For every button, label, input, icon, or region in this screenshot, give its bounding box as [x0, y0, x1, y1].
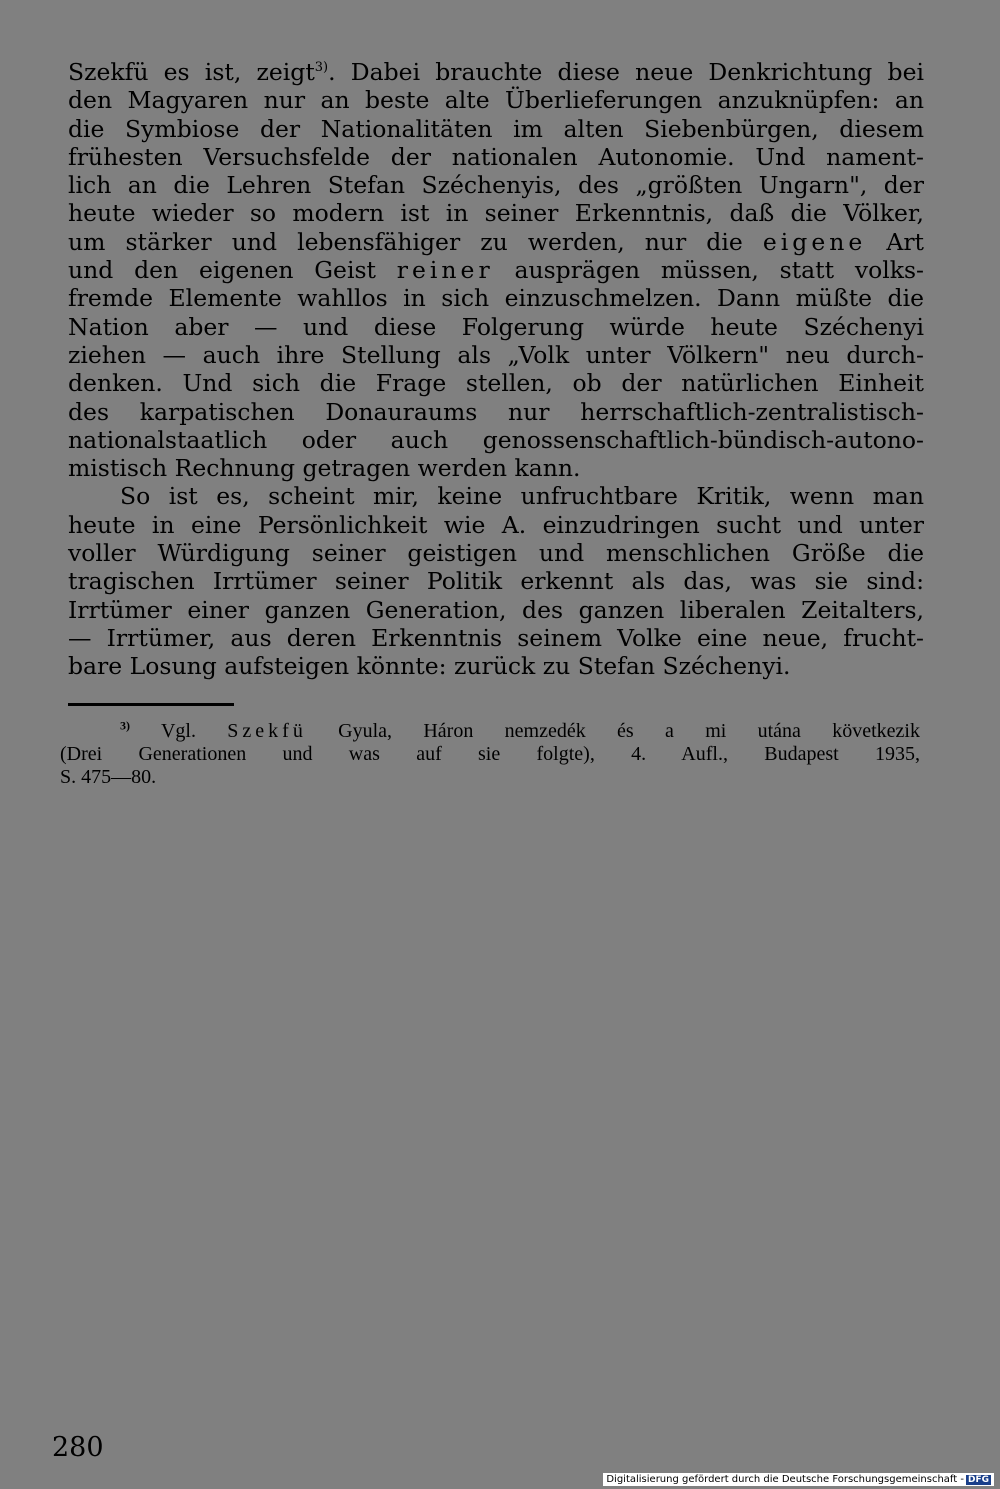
text-line: denken. Und sich die Frage stellen, ob der natürlichen Einheit	[68, 369, 924, 398]
text-line: So ist es, scheint mir, keine unfruchtbare Kritik, wenn man	[120, 482, 924, 511]
digitization-credit	[603, 1473, 994, 1486]
text-line: den Magyaren nur an beste alte Überlieferungen anzuknüpfen: an	[68, 86, 924, 115]
text-line: und den eigenen Geist reiner ausprägen müssen, statt volks-	[68, 256, 924, 285]
text-line: heute wieder so modern ist in seiner Erkenntnis, daß die Völker,	[68, 199, 924, 228]
footnote-divider	[68, 703, 234, 706]
text-line: voller Würdigung seiner geistigen und menschlichen Größe die	[68, 539, 924, 568]
spaced-emphasis: Szekfü	[227, 720, 307, 742]
footnote-marker: 3)	[120, 718, 130, 733]
main-text	[68, 58, 924, 681]
text-line: Irrtümer einer ganzen Generation, des ganzen liberalen Zeitalters,	[68, 595, 924, 624]
footnote-line: S. 475—80.	[60, 766, 157, 788]
spaced-emphasis: reiner	[396, 256, 494, 285]
dfg-logo-icon: DFG	[967, 1475, 989, 1485]
footnote	[60, 720, 920, 789]
text-line: frühesten Versuchsfelde der nationalen Autonomie. Und nament-	[68, 142, 924, 171]
text-line: — Irrtümer, aus deren Erkenntnis seinem Volke eine neue, frucht-	[68, 623, 924, 652]
text-line: heute in eine Persönlichkeit wie A. einzudringen sucht und unter	[68, 510, 924, 539]
credit-text: Digitalisierung gefördert durch die Deutsche Forschungsgemeinschaft -	[606, 1474, 964, 1485]
text-line: Nation aber — und diese Folgerung würde heute Széchenyi	[68, 312, 924, 341]
text-line: fremde Elemente wahllos in sich einzuschmelzen. Dann müßte die	[68, 284, 924, 313]
text-line: bare Losung aufsteigen könnte: zurück zu Stefan Széchenyi.	[68, 652, 791, 681]
page-number: 280	[52, 1432, 104, 1463]
spaced-emphasis: eigene	[762, 227, 867, 256]
text-line: die Symbiose der Nationalitäten im alten Siebenbürgen, diesem	[68, 114, 924, 143]
text-line: lich an die Lehren Stefan Széchenyis, des „größten Ungarn", der	[68, 171, 924, 200]
text-line: mistisch Rechnung getragen werden kann.	[68, 454, 581, 483]
text-line: Szekfü es ist, zeigt$^{3)}$. Dabei brauchte diese neue Denkrichtung bei	[68, 58, 924, 86]
footnote-line: (Drei Generationen und was auf sie folgte), 4. Aufl., Budapest 1935,	[60, 743, 920, 765]
text-line: des karpatischen Donauraums nur herrschaftlich-zentralistisch-	[68, 397, 924, 426]
text-line: nationalstaatlich oder auch genossenschaftlich-bündisch-autono-	[68, 425, 924, 454]
text-line: um stärker und lebensfähiger zu werden, nur die eigene Art	[68, 227, 925, 256]
text-line: tragischen Irrtümer seiner Politik erkennt als das, was sie sind:	[68, 567, 924, 596]
footnote-reference[interactable]: 3)	[314, 60, 329, 76]
text-line: ziehen — auch ihre Stellung als „Volk unter Völkern" neu durch-	[68, 340, 924, 369]
footnote-line: $^{3)}$ Vgl. Szekfü Gyula, Háron nemzedék és a mi utána következik	[120, 718, 920, 742]
